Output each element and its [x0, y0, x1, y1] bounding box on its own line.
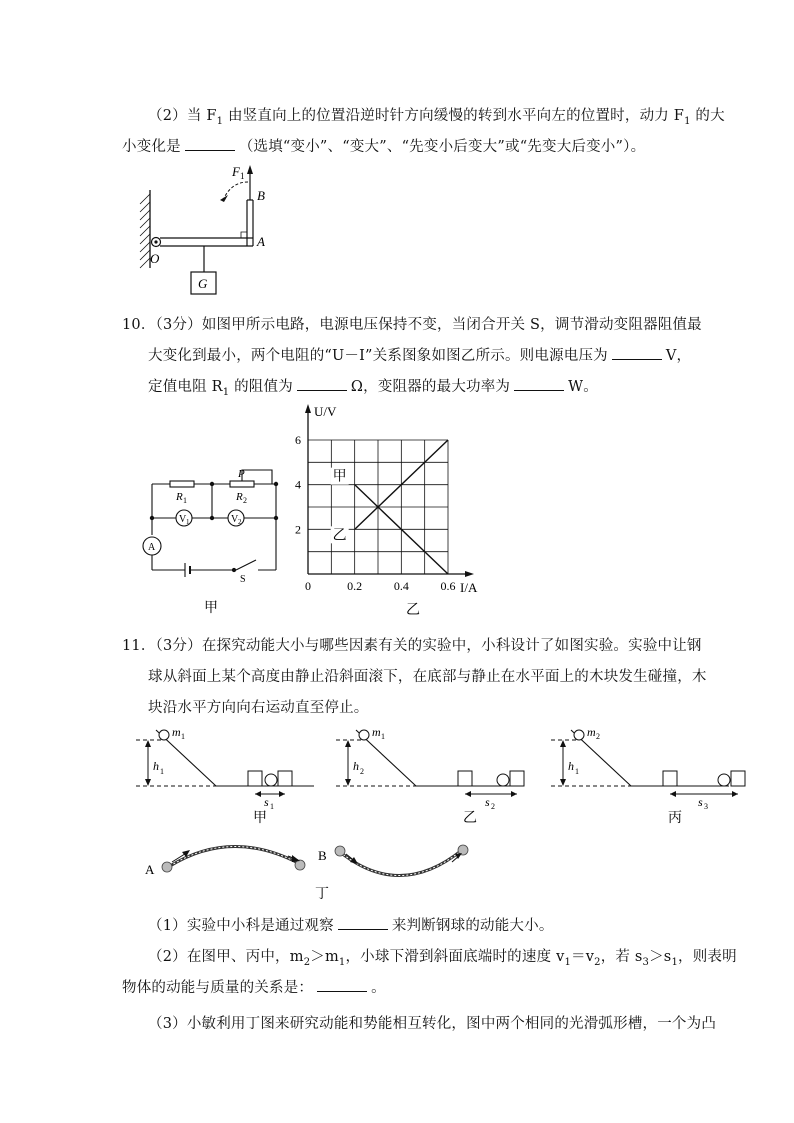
answer-blank[interactable] [514, 376, 564, 391]
ball-icon [718, 774, 730, 786]
mass-label: m [587, 725, 596, 739]
q11-line3: 块沿水平方向向右运动直至停止。 [148, 700, 369, 716]
svg-text:A: A [145, 862, 155, 877]
ball-icon [335, 846, 345, 856]
distance-label-sub: 2 [491, 802, 495, 811]
track-figure [140, 838, 490, 902]
svg-text:V: V [231, 514, 239, 525]
mass-label: m [172, 725, 181, 739]
svg-text:1: 1 [240, 171, 245, 181]
arrow-head-icon [670, 791, 676, 797]
arrow-head-icon [511, 791, 517, 797]
y-axis-arrow-icon [305, 404, 311, 413]
arrow-head-icon [560, 779, 566, 786]
height-label-sub: 1 [575, 767, 579, 776]
y-axis-label: U/V [314, 404, 337, 419]
x-tick-label: 0 [305, 579, 311, 593]
svg-text:S: S [240, 574, 246, 585]
q10-line2: 大变化到最小，两个电阻的“U－I”关系图象如图乙所示。则电源电压为 V， [148, 344, 691, 365]
svg-text:O: O [150, 251, 160, 266]
ramp-caption: 甲 [253, 811, 267, 826]
chart-caption: 乙 [406, 603, 420, 618]
q11-part1: （1）实验中小科是通过观察 来判断钢球的动能大小。 [148, 914, 554, 935]
force-arrow-icon [247, 165, 253, 174]
svg-text:B: B [318, 848, 327, 863]
svg-text:G: G [198, 276, 208, 291]
ui-chart [288, 402, 488, 620]
height-label-sub: 1 [160, 767, 164, 776]
distance-label: s [485, 795, 490, 809]
q10-line3: 定值电阻 $R_1$ 的阻值为 Ω，变阻器的最大功率为 W。 [148, 375, 598, 398]
answer-blank[interactable] [297, 376, 347, 391]
q11-line1: 11．（3分）在探究动能大小与哪些因素有关的实验中，小科设计了如图实验。实验中让钢 [122, 638, 702, 654]
ball-icon [162, 862, 172, 872]
answer-blank[interactable] [612, 345, 662, 360]
svg-text:V: V [179, 514, 187, 525]
y-tick-label: 4 [295, 477, 301, 492]
distance-label-sub: 3 [704, 802, 708, 811]
ramp-figures [136, 722, 756, 832]
block-end [278, 771, 292, 786]
ramp-figure-3 [551, 725, 745, 826]
answer-blank[interactable] [338, 915, 388, 930]
arrow-head-icon [279, 791, 285, 797]
mass-label-sub: 1 [381, 732, 385, 741]
q11-part2: （2）在图甲、丙中，$m_2>m_1$，小球下滑到斜面底端时的速度 $v_1=v_2$，若 $s_3>s_1$，则表明 [148, 949, 737, 968]
mass-label-sub: 2 [596, 732, 600, 741]
series-label: 甲 [332, 469, 347, 485]
svg-text:A: A [257, 234, 265, 249]
ramp-figure-2 [336, 725, 524, 826]
ramp-figure-1 [136, 725, 314, 826]
block-end [731, 771, 745, 786]
answer-blank[interactable] [185, 136, 235, 151]
x-tick-label: 0.6 [440, 579, 456, 593]
ball-icon [295, 860, 305, 870]
answer-blank[interactable] [317, 977, 367, 992]
lever-figure [120, 160, 280, 300]
ramp-caption: 丙 [668, 811, 682, 826]
arrow-head-icon [465, 791, 471, 797]
ball-icon [359, 730, 369, 740]
svg-text:A: A [148, 542, 156, 553]
block-start [248, 771, 262, 786]
arrow-head-icon [732, 791, 738, 797]
ball-icon [574, 730, 584, 740]
q9-part2-line1: （2）当 $F_1$ 由竖直向上的位置沿逆时针方向缓慢的转到水平向左的位置时，动力 $F_1$ 的大 [148, 108, 725, 127]
distance-label: s [698, 795, 703, 809]
q9-part2-line2: 小变化是 （选填“变小”、“变大”、“先变小后变大”或“先变大后变小”）。 [122, 135, 645, 156]
height-label: h [568, 759, 574, 773]
svg-text:丁: 丁 [315, 887, 329, 902]
q11-line2: 球从斜面上某个高度由静止沿斜面滚下，在底部与静止在水平面上的木块发生碰撞，木 [148, 669, 707, 685]
arrow-head-icon [345, 779, 351, 786]
svg-text:1: 1 [183, 496, 187, 505]
svg-text:P: P [238, 468, 245, 480]
y-tick-label: 2 [295, 522, 301, 537]
ramp-caption: 乙 [463, 811, 477, 826]
ball-icon [265, 774, 277, 786]
block-start [663, 771, 677, 786]
arrow-head-icon [145, 740, 151, 747]
mass-label: m [372, 725, 381, 739]
y-tick-label: 6 [295, 433, 301, 447]
q10-line1: 10．（3分）如图甲所示电路，电源电压保持不变，当闭合开关 S，调节滑动变阻器阻值最 [122, 317, 702, 333]
height-label: h [153, 759, 159, 773]
svg-text:甲: 甲 [204, 601, 218, 616]
series-label: 乙 [332, 528, 347, 544]
x-axis-label: I/A [460, 580, 478, 595]
arrow-head-icon [145, 779, 151, 786]
svg-text:B: B [257, 188, 265, 203]
svg-text:F: F [232, 164, 240, 179]
x-tick-label: 0.2 [347, 579, 363, 593]
svg-text:1: 1 [186, 518, 190, 526]
distance-label-sub: 1 [270, 802, 274, 811]
arrow-head-icon [345, 740, 351, 747]
height-label: h [353, 759, 359, 773]
height-label-sub: 2 [360, 767, 364, 776]
x-tick-label: 0.4 [393, 579, 409, 593]
q11-part3: （3）小敏利用丁图来研究动能和势能相互转化，图中两个相同的光滑弧形槽，一个为凸 [148, 1016, 717, 1032]
arrow-head-icon [255, 791, 261, 797]
arrow-head-icon [560, 740, 566, 747]
svg-text:2: 2 [243, 496, 247, 505]
mass-label-sub: 1 [181, 732, 185, 741]
svg-text:R: R [236, 491, 243, 503]
block-end [510, 771, 524, 786]
circuit-figure [140, 460, 290, 620]
svg-text:R: R [176, 491, 183, 503]
distance-label: s [264, 795, 269, 809]
ball-icon [497, 774, 509, 786]
block-start [458, 771, 472, 786]
ball-icon [159, 730, 169, 740]
q11-part2-cont: 物体的动能与质量的关系是： 。 [122, 976, 386, 997]
x-axis-arrow-icon [465, 571, 474, 577]
svg-text:2: 2 [238, 518, 242, 526]
